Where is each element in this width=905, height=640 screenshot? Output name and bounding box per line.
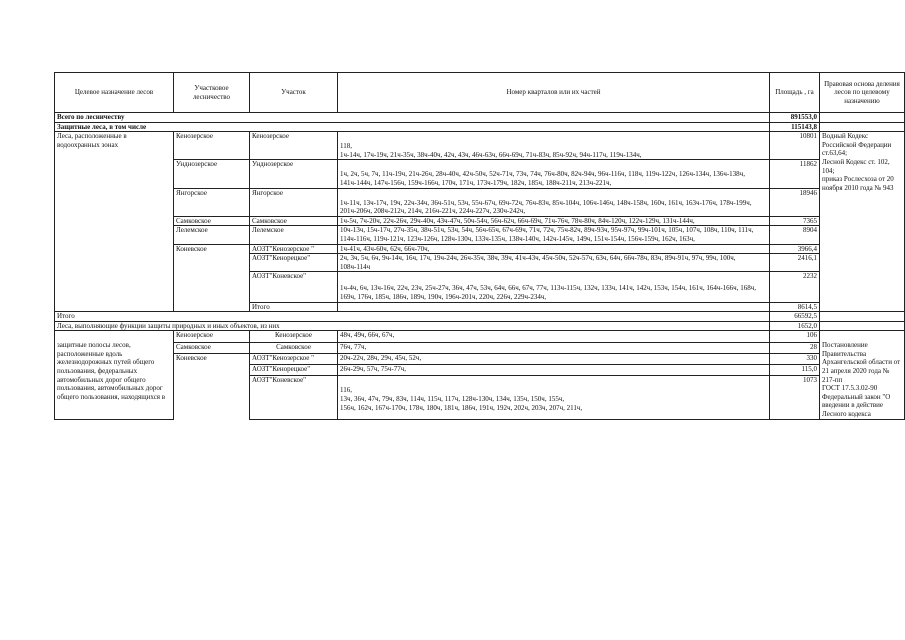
header-quarters: Номер кварталов или их частей — [338, 73, 770, 113]
legal-text: Лесной Кодекс ст. 102, 104; — [822, 157, 890, 175]
spacer — [57, 331, 171, 341]
legal-text: приказ Рослесхоза от 20 ноября 2010 года № 943 — [822, 175, 894, 192]
natural-objects-row — [55, 321, 905, 331]
spacer — [340, 376, 767, 386]
area-cell: 2416,1 — [770, 254, 820, 272]
quarters-text: 118, 1ч-14ч, 17ч-19ч, 21ч-35ч, 38ч-40ч, 42ч, 43ч, 46ч-63ч, 66ч-69ч, 71ч-83ч, 85ч-92ч, 94ч-117ч, 119ч-134ч, — [340, 142, 642, 159]
area-cell: 115,0 — [770, 365, 820, 376]
protective-label: Защитные леса, в том числе — [55, 122, 770, 132]
forestry-cell — [174, 302, 250, 312]
quarters-text: 1ч-4ч, 6ч, 13ч-16ч, 22ч, 23ч, 25ч-27ч, 36ч, 47ч, 53ч, 64ч, 66ч, 67ч, 77ч, 113ч-115ч, 132ч, 133ч, 141ч, 142ч, 153ч, 154ч, 161ч, 164ч-166ч, 168ч, 169ч, 176ч, 185ч, 186ч, 189ч, 190ч, 196ч-201ч, 220ч, 226ч, 229ч-234ч, — [340, 284, 756, 301]
area-cell: 106 — [770, 331, 820, 342]
protective-area: 115143,8 — [770, 122, 820, 132]
site-cell: Кенозерское — [250, 132, 338, 160]
quarters-cell — [338, 188, 770, 216]
legal-text: Постановление Правительства Архангельской области от 21 апреля 2020 года № 217-пп — [822, 341, 901, 384]
site-cell: АОЗТ"Кенорецкое" — [250, 365, 338, 376]
subtotal-label: Итого — [250, 302, 338, 312]
quarters-cell: 1ч-5ч, 7ч-20ч, 22ч-26ч, 29ч-40ч, 43ч-47ч, 50ч-54ч, 56ч-62ч, 66ч-69ч, 71ч-76ч, 78ч-80ч, 84ч-120ч, 122ч-129ч, 131ч-144ч, — [338, 216, 770, 226]
spacer — [822, 331, 902, 341]
forestry-cell: Унднозерское — [174, 160, 250, 188]
subtotal-area: 8614,5 — [770, 302, 820, 312]
header-purpose: Целевое назначение лесов — [55, 73, 174, 113]
area-cell: 8904 — [770, 226, 820, 244]
quarters-cell — [338, 272, 770, 302]
total-area: 891553,0 — [770, 113, 820, 123]
table-row — [55, 132, 905, 160]
itogo-empty — [820, 312, 905, 322]
forestry-cell — [174, 376, 250, 419]
protective-empty — [820, 122, 905, 132]
total-row — [55, 113, 905, 123]
site-cell: АОЗТ"Кенорецкое" — [250, 254, 338, 272]
rail-purpose — [55, 331, 174, 419]
table-row — [55, 188, 905, 216]
spacer — [340, 189, 767, 199]
itogo-label: Итого — [55, 312, 770, 322]
header-site: Участок — [250, 73, 338, 113]
quarters-cell: 76ч, 77ч, — [338, 342, 770, 353]
spacer — [340, 132, 767, 142]
header-area: Площадь , га — [770, 73, 820, 113]
forestry-cell: Кенозерское — [174, 331, 250, 342]
table-row — [55, 376, 905, 419]
total-empty — [820, 113, 905, 123]
quarters-cell — [338, 302, 770, 312]
site-cell: Унднозерское — [250, 160, 338, 188]
natural-label: Леса, выполняющие функции защиты природных и иных объектов, из них — [55, 321, 770, 331]
table-row — [55, 331, 905, 342]
site-cell: Самковское — [250, 216, 338, 226]
table-row — [55, 254, 905, 272]
area-cell: 7365 — [770, 216, 820, 226]
table-row — [55, 160, 905, 188]
quarters-text: 1ч, 2ч, 5ч, 7ч, 11ч-19ч, 21ч-26ч, 28ч-40ч, 42ч-50ч, 52ч-71ч, 73ч, 74ч, 76ч-80ч, 82ч-94ч, 96ч-116ч, 118ч, 119ч-122ч, 126ч-134ч, 136ч-138ч, 141ч-144ч, 147ч-156ч, 159ч-166ч, 170ч, 171ч, 173ч-179ч, 182ч, 185ч, 188ч-211ч, 213ч-221ч, — [340, 170, 745, 187]
area-cell: 18946 — [770, 188, 820, 216]
site-cell: Самковское — [250, 342, 338, 353]
site-cell: АОЗТ"Кенозерское " — [250, 353, 338, 364]
table-row — [55, 365, 905, 376]
area-cell: 28 — [770, 342, 820, 353]
forestry-cell: Янгорское — [174, 188, 250, 216]
quarters-cell: 20ч-22ч, 28ч, 29ч, 45ч, 52ч, — [338, 353, 770, 364]
spacer — [340, 272, 767, 284]
quarters-cell: 10ч-13ч, 15ч-17ч, 27ч-35ч, 38ч-51ч, 53ч, 54ч, 56ч-65ч, 67ч-69ч, 71ч, 72ч, 75ч-82ч, 89ч-93ч, 95ч-97ч, 99ч-101ч, 105ч, 107ч, 108ч, 110ч, 111ч, 114ч-116ч, 119ч-121ч, 123ч-126ч, 128ч-130ч, 133ч-135ч, 138ч-140ч, 142ч-145ч, 149ч, 151ч-154ч, 156ч-159ч, 162ч, 163ч, — [338, 226, 770, 244]
itogo-area: 66592,5 — [770, 312, 820, 322]
quarters-cell: 48ч, 49ч, 66ч, 67ч, — [338, 331, 770, 342]
quarters-cell: 2ч, 3ч, 5ч, 6ч, 9ч-14ч, 16ч, 17ч, 19ч-24ч, 26ч-35ч, 38ч, 39ч, 41ч-43ч, 45ч-50ч, 52ч-57ч, 63ч, 64ч, 66ч-78ч, 83ч, 89ч-91ч, 97ч, 99ч, 100ч, 108ч-114ч — [338, 254, 770, 272]
site-cell: Лелемское — [250, 226, 338, 244]
quarters-text: 116, 13ч, 36ч, 47ч, 79ч, 83ч, 114ч, 115ч, 117ч, 128ч-130ч, 134ч, 135ч, 150ч, 155ч, 156ч, 162ч, 167ч-170ч, 178ч, 180ч, 181ч, 186ч, 191ч, 192ч, 202ч, 203ч, 207ч, 211ч, — [340, 386, 583, 412]
table-row — [55, 272, 905, 302]
forestry-cell: Коневское — [174, 353, 250, 364]
rail-legal-basis — [820, 331, 905, 419]
quarters-cell: 1ч-41ч, 43ч-60ч, 62ч, 66ч-70ч, — [338, 244, 770, 254]
site-cell: АОЗТ"Коневское" — [250, 272, 338, 302]
table-row — [55, 216, 905, 226]
spacer — [340, 160, 767, 170]
site-cell: Янгорское — [250, 188, 338, 216]
subtotal-row — [55, 302, 905, 312]
header-forestry: Участковое лесничество — [174, 73, 250, 113]
forest-purpose-table-sheet — [54, 72, 901, 552]
quarters-cell: 26ч-29ч, 57ч, 75ч-77ч, — [338, 365, 770, 376]
legal-text: Водный Кодекс Российской Федерации ст.63,64; — [822, 132, 892, 158]
site-cell: Кенозерское — [250, 331, 338, 342]
forestry-cell — [174, 254, 250, 272]
quarters-cell — [338, 160, 770, 188]
natural-area: 1652,0 — [770, 321, 820, 331]
area-cell: 1073 — [770, 376, 820, 419]
legal-text: ГОСТ 17.5.3.02-90 Федеральный закон "О введении в действие Лесного кодекса — [822, 384, 891, 419]
area-cell: 3966,4 — [770, 244, 820, 254]
site-cell: АОЗТ"Кенозерское " — [250, 244, 338, 254]
header-legal-basis: Правовая основа деления лесов по целевому назначению — [820, 73, 905, 113]
forestry-cell: Лелемское — [174, 226, 250, 244]
area-cell: 11862 — [770, 160, 820, 188]
forestry-cell: Самковское — [174, 342, 250, 353]
quarters-text: 1ч-11ч, 13ч-17ч, 19ч, 22ч-34ч, 36ч-51ч, 53ч, 55ч-67ч, 69ч-72ч, 76ч-83ч, 85ч-104ч, 106ч-146ч, 148ч-158ч, 160ч, 161ч, 163ч-176ч, 178ч-199ч, 201ч-206ч, 208ч-212ч, 214ч, 216ч-221ч, 224ч-227ч, 230ч-242ч, — [340, 198, 752, 216]
table-row — [55, 342, 905, 353]
table-row — [55, 244, 905, 254]
rail-purpose-text: защитные полосы лесов, расположенные вдоль железнодорожных путей общего пользования, федеральных автомобильных дорог общего пользования, автомобильных дорог общего пользования, находящихся в — [57, 341, 166, 401]
natural-empty — [820, 321, 905, 331]
forestry-cell — [174, 365, 250, 376]
quarters-cell — [338, 132, 770, 160]
protective-row — [55, 122, 905, 132]
table-row — [55, 353, 905, 364]
area-cell: 10801 — [770, 132, 820, 160]
itogo-row — [55, 312, 905, 322]
table-row — [55, 226, 905, 244]
forestry-cell: Самковское — [174, 216, 250, 226]
quarters-cell — [338, 376, 770, 419]
area-cell: 2232 — [770, 272, 820, 302]
forestry-cell — [174, 272, 250, 302]
site-cell: АОЗТ"Коневское" — [250, 376, 338, 419]
header-row — [55, 73, 905, 113]
forestry-cell: Кенозерское — [174, 132, 250, 160]
forestry-cell: Коневское — [174, 244, 250, 254]
forest-purpose-table — [54, 72, 905, 420]
water-purpose: Леса, расположенные в водоохранных зонах — [55, 132, 174, 312]
area-cell: 330 — [770, 353, 820, 364]
water-legal-basis — [820, 132, 905, 312]
total-label: Всего по лесничеству — [55, 113, 770, 123]
